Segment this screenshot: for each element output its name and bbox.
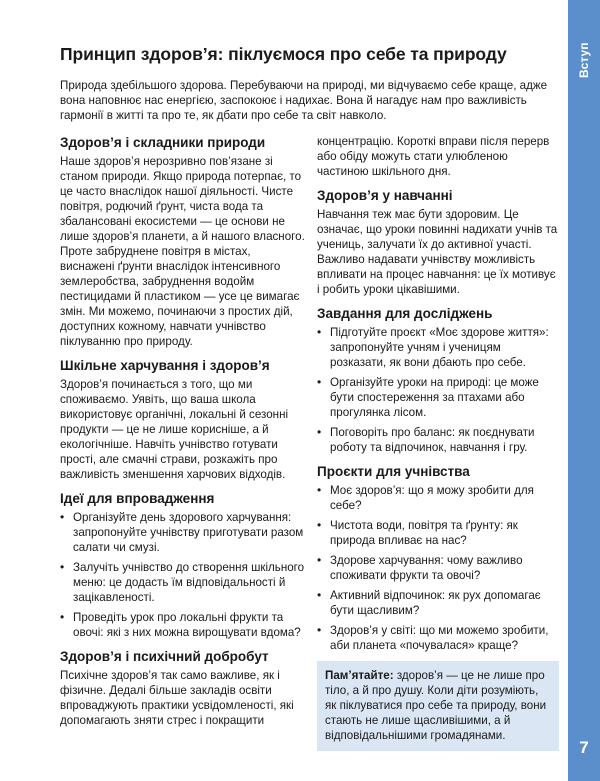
list-item: • Здорове харчування: чому важливо споживати фрукти та овочі?	[317, 553, 523, 582]
list-item: • Проведіть урок про локальні фрукти та овочі: які з них можна вирощувати вдома?	[60, 610, 301, 639]
section-learning	[317, 187, 559, 297]
bullet-icon: •	[317, 325, 322, 339]
ideas-list	[60, 510, 305, 640]
left-column	[60, 134, 305, 736]
chapter-label: Вступ	[577, 42, 591, 78]
section-text: Наше здоров’я нерозривно пов’язане зі станом природи. Якщо природа потерпає, то це часто внаслідок нашої діяльності. Чисте повітря, родючий ґрунт, чиста вода та збалансовані екосистеми — це основи не лише здоров’я планети, а й нашого власного. Проте забруднене повітря в містах, виснажені ґрунти внаслідок інтенсивного землеробства, забруднення водойм пестицидами й пластиком — усе це вимагає змін. Ми можемо, починаючи з простих дій, доступних кожному, навчати учнівство піклуванню про природу.	[60, 155, 305, 348]
section-school-food	[60, 357, 305, 482]
section-projects	[317, 463, 559, 653]
research-list	[317, 325, 559, 455]
bullet-icon: •	[317, 425, 322, 439]
section-mental-health	[60, 648, 305, 728]
note-text: здоров’я — це не лише про тіло, а й про душу. Коли діти розуміють, як піклуватися про себе та природу, вони стають не лише щасливішими, а й відповідальнішими громадянами.	[325, 669, 547, 742]
list-item: • Активний відпочинок: як рух допомагає бути щасливим?	[317, 588, 541, 617]
section-heading: Ідеї для впровадження	[60, 491, 215, 506]
list-item: • Здоров’я у світі: що ми можемо зробити, аби планета «почувалася» краще?	[317, 623, 549, 652]
section-heading: Здоров’я і складники природи	[60, 135, 266, 150]
bullet-icon: •	[317, 518, 322, 532]
section-heading: Завдання для досліджень	[317, 306, 493, 321]
section-heading: Шкільне харчування і здоров’я	[60, 358, 270, 373]
bullet-icon: •	[60, 510, 65, 524]
section-text: Навчання теж має бути здоровим. Це означає, що уроки повинні надихати учнів та учениць, залучати їх до активної участі. Важливо надавати учнівству можливість впливати на процес навчання: це їх мотивує і робить уроки цікавішими.	[317, 208, 558, 296]
list-item: • Поговоріть про баланс: як поєднувати роботу та відпочинок, навчання і гру.	[317, 425, 535, 454]
section-text: Психічне здоров’я так само важливе, як і фізичне. Дедалі більше закладів освіти впроваджують практики усвідомленості, які допомагають зняти стрес і покращити	[60, 669, 294, 727]
bullet-icon: •	[317, 588, 322, 602]
note-box	[317, 661, 559, 751]
list-item: • Чистота води, повітря та ґрунту: як природа впливає на нас?	[317, 518, 518, 547]
list-item: • Організуйте уроки на природі: це може бути спостереження за птахами або прогулянка лісом.	[317, 375, 539, 419]
section-text: концентрацію. Короткі вправи після перерв або обіду можуть стати улюбленою частиною шкільного дня.	[317, 135, 550, 178]
section-research	[317, 305, 559, 455]
list-item: • Моє здоров’я: що я можу зробити для себе?	[317, 483, 534, 512]
chapter-sidebar	[568, 0, 600, 781]
section-heading: Здоров’я і психічний добробут	[60, 649, 269, 664]
list-item: • Організуйте день здорового харчування: запропонуйте учнівству приготувати разом салати чи смузі.	[60, 510, 304, 554]
list-item: • Підготуйте проєкт «Моє здорове життя»: запропонуйте учням і ученицям розказати, як вони дбають про себе.	[317, 325, 549, 369]
list-item: • Залучіть учнівство до створення шкільного меню: це додасть їм відповідальності й зацікавленості.	[60, 560, 305, 604]
bullet-icon: •	[317, 375, 322, 389]
bullet-icon: •	[317, 623, 322, 637]
bullet-icon: •	[317, 553, 322, 567]
right-column	[317, 134, 559, 751]
intro-paragraph: Природа здебільшого здорова. Перебуваючи на природі, ми відчуваємо себе краще, адже вона наповнює нас енергією, заспокоює і надихає. Вона й нагадує нам про важливість гармонії в житті та про те, як дбати про себе та світ навколо.	[60, 79, 548, 122]
note-label: Пам’ятайте:	[325, 669, 394, 682]
bullet-icon: •	[317, 483, 322, 497]
section-heading: Проєкти для учнівства	[317, 464, 470, 479]
section-ideas	[60, 490, 305, 640]
section-text: Здоров’я починається з того, що ми споживаємо. Уявіть, що ваша школа використовує органічні, локальні й сезонні продукти — це не лише корисніше, а й екологічніше. Навчіть учнівство готувати прості, але смачні страви, розкажіть про важливість зменшення харчових відходів.	[60, 378, 289, 481]
section-health-nature	[60, 134, 305, 349]
section-continuation	[317, 134, 559, 179]
projects-list	[317, 483, 559, 653]
page-title: Принцип здоров’я: піклуємося про себе та природу	[60, 44, 507, 64]
page-number: 7	[579, 738, 589, 757]
bullet-icon: •	[60, 560, 65, 574]
bullet-icon: •	[60, 610, 65, 624]
section-heading: Здоров’я у навчанні	[317, 188, 453, 203]
